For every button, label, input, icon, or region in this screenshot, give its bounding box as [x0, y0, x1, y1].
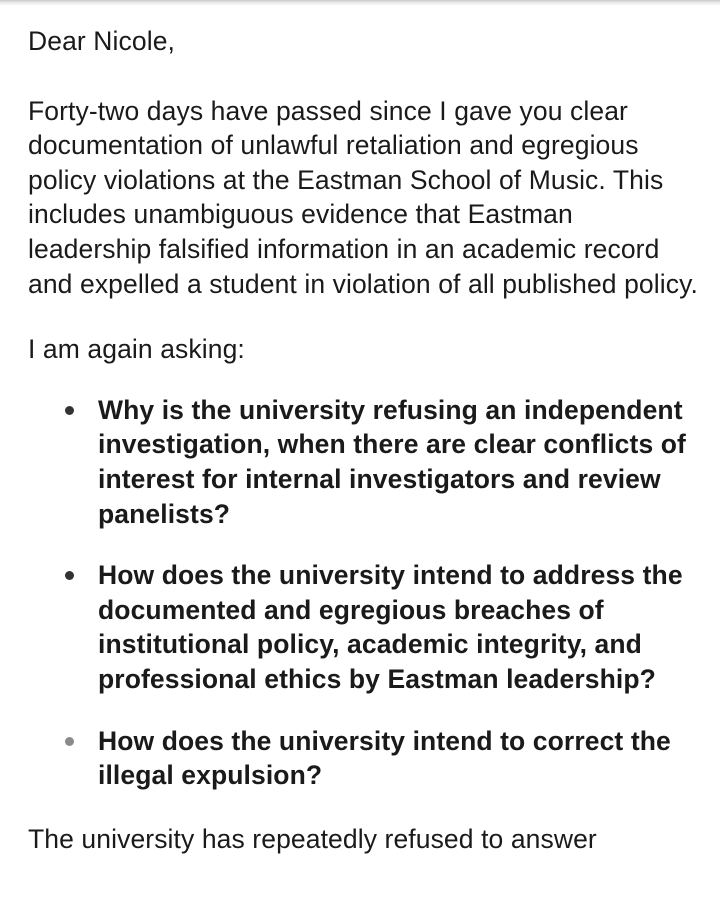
bullet-icon [65, 406, 74, 415]
body-paragraph-1: Forty-two days have passed since I gave you clear documentation of unlawful retaliation and egregious policy violations at the Eastman School of Music. This includes unambiguous evidence that Eastman leadership falsified information in an academic record and expelled a student in violation of all published policy. [28, 95, 698, 299]
list-item [28, 724, 698, 793]
email-body [28, 24, 698, 856]
greeting: Dear Nicole, [28, 26, 176, 56]
bullet-icon [65, 571, 74, 580]
bullet-icon [65, 737, 74, 746]
question-list [28, 393, 698, 793]
body-paragraph-3: The university has repeatedly refused to answer [28, 823, 597, 854]
top-edge-shadow [0, 0, 720, 6]
list-item [28, 393, 698, 531]
question-text: How does the university intend to address the documented and egregious breaches of institutional policy, academic integrity, and professional ethics by Eastman leadership? [98, 560, 683, 694]
question-text: How does the university intend to correct the illegal expulsion? [98, 725, 671, 791]
question-text: Why is the university refusing an independent investigation, when there are clear conflicts of interest for internal investigators and review panelists? [98, 394, 686, 529]
list-item [28, 558, 698, 696]
body-paragraph-2: I am again asking: [28, 334, 245, 365]
